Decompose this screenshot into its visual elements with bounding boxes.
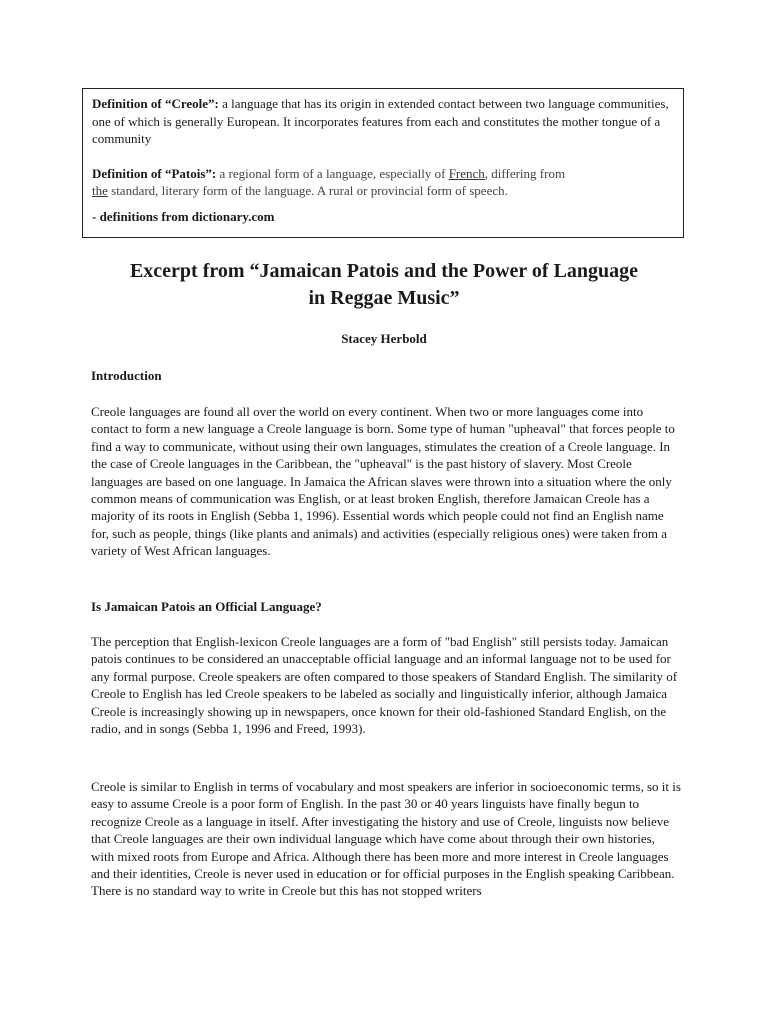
article-title (70, 258, 698, 312)
article-title-line-1: Excerpt from “Jamaican Patois and the Power of Language (129, 260, 639, 282)
official-language-paragraph-2: Creole is similar to English in terms of vocabulary and most speakers are inferior in socioeconomic terms, so it is easy to assume Creole is a poor form of English. In the past 30 or 40 years linguists have finally begun to recognize Creole as a language in itself. After investigating the history and use of Creole, linguists now believe that Creole languages are their own individual language which have come about through their own histories, with mixed roots from Europe and Africa. Although there has been more and more interest in Creole languages and their identities, Creole is never used in education or for official purposes in the English speaking Caribbean. There is no standard way to write in Creole but this has not stopped writers (91, 779, 681, 899)
official-language-paragraph-1: The perception that English-lexicon Creole languages are a form of "bad English" still persists today. Jamaican patois continues to be considered an unacceptable official language and an informal language not to be used for any formal purpose. Creole speakers are often compared to those speakers of Standard English. The similarity of Creole to English has led Creole speakers to be labeled as socially and linguistically inferior, although Jamaica Creole is increasingly showing up in newspapers, once known for their old-fashioned Standard English, on the radio, and in songs (Sebba 1, 1996 and Freed, 1993). (91, 634, 678, 737)
definitions-box (82, 88, 684, 238)
article-title-line-2: in Reggae Music” (308, 287, 460, 309)
french-link[interactable]: French (448, 165, 485, 181)
the-link[interactable]: the (92, 183, 108, 198)
creole-term: Definition of “Creole”: (92, 96, 219, 111)
official-language-heading: Is Jamaican Patois an Official Language? (91, 599, 322, 614)
patois-definition-text-1: a regional form of a language, especially of (216, 165, 449, 181)
introduction-paragraph: Creole languages are found all over the world on every continent. When two or more languages come into contact to form a new language a Creole language is born. Some type of human "upheaval" that forces people to find a way to communicate, without using their own languages, stimulates the creation of a Creole language. In the case of Creole languages in the Caribbean, the "upheaval" is the past history of slavery. Most Creole languages are based on one language. In Jamaica the African slaves were thrown into a situation where the only common means of communication was English, or at least broken English, therefore Jamaican Creole has a majority of its roots in English (Sebba 1, 1996). Essential words which people could not find an English name for, such as people, things (like plants and animals) and activities (especially religious ones) were taken from a variety of West African languages. (91, 404, 675, 559)
patois-definition-text-3: standard, literary form of the language. A rural or provincial form of speech. (107, 183, 508, 198)
introduction-heading: Introduction (91, 368, 162, 383)
patois-definition (92, 165, 674, 200)
patois-term: Definition of “Patois”: (92, 165, 217, 181)
creole-definition-text: a language that has its origin in extended contact between two language communities, one of which is generally European. It incorporates features from each and constitutes the mother tongue of a community (92, 96, 669, 146)
patois-definition-text-2: , differing from (484, 165, 566, 181)
creole-definition (92, 95, 674, 148)
definitions-source: - definitions from dictionary.com (92, 208, 275, 224)
article-author: Stacey Herbold (341, 331, 427, 346)
